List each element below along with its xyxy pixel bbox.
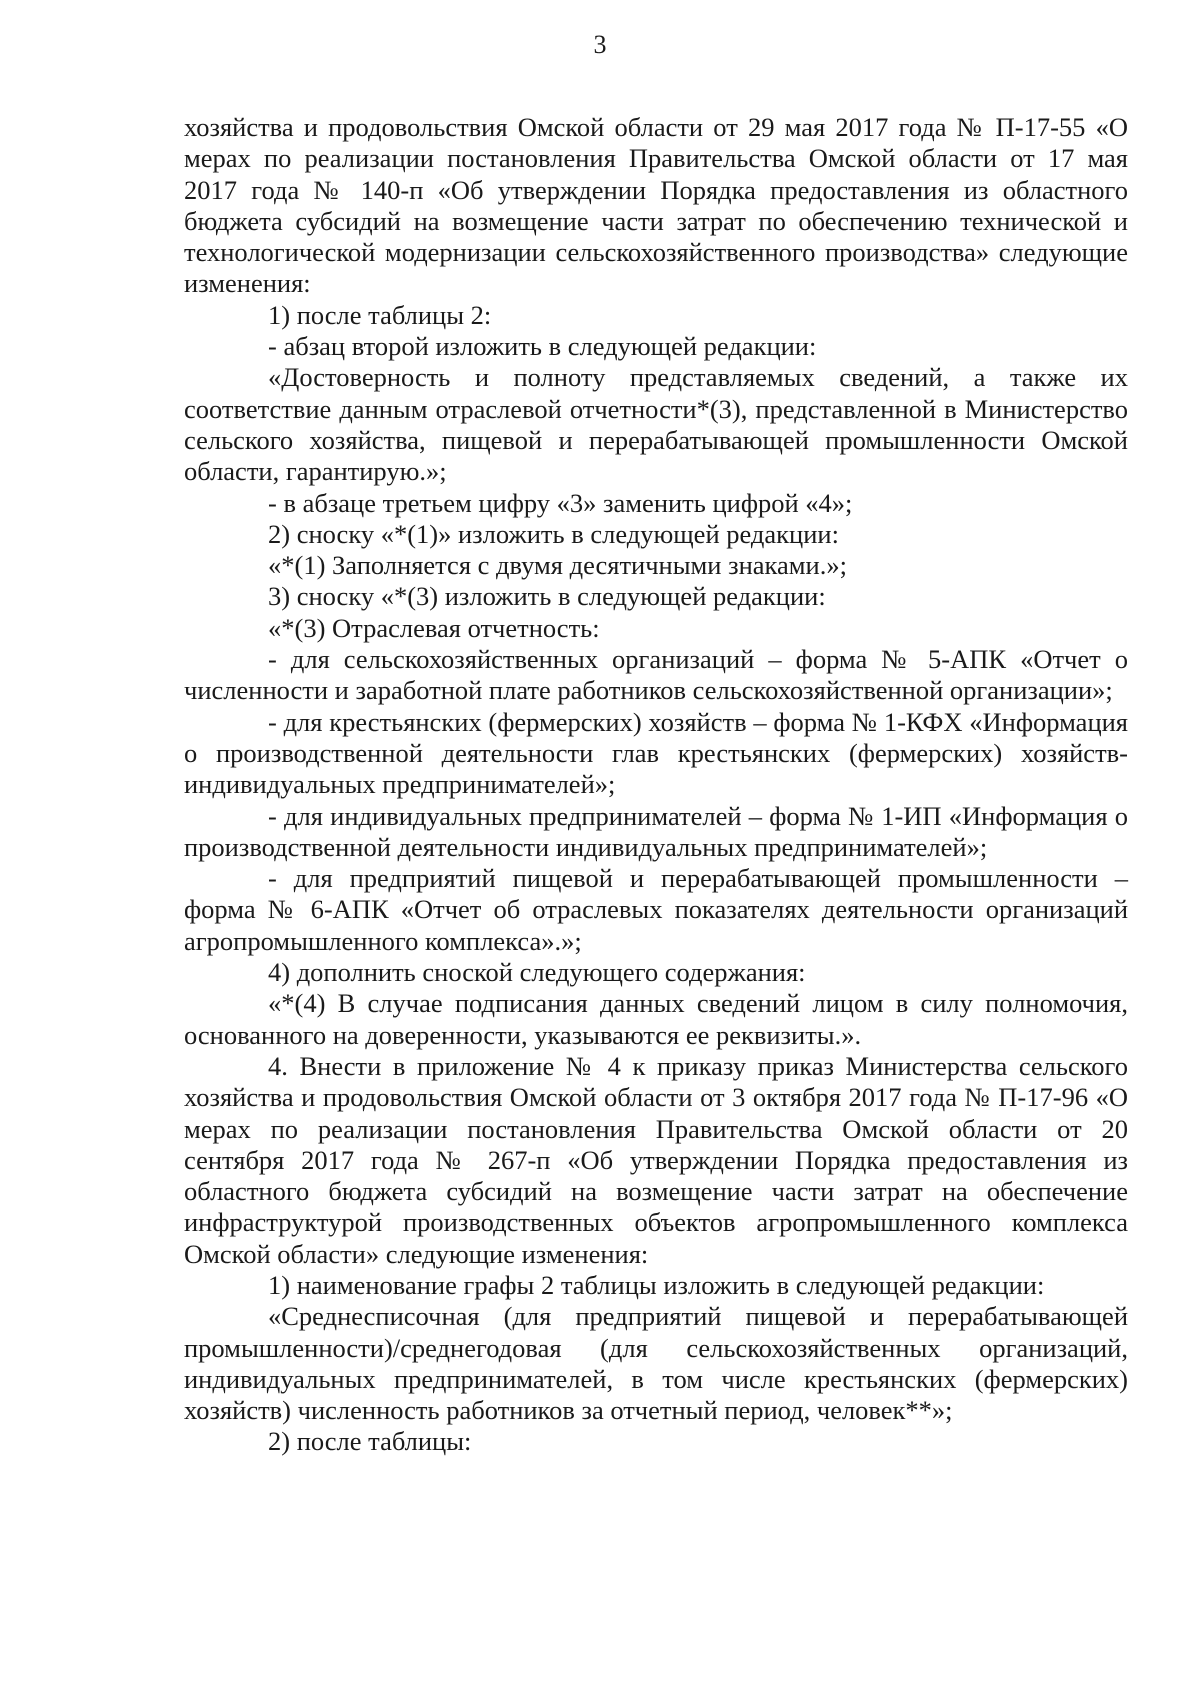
paragraph: - для сельскохозяйственных организаций – форма № 5-АПК «Отчет о численности и заработной плате работников сельскохозяйственной организации»; bbox=[184, 644, 1128, 706]
paragraph: «*(1) Заполняется с двумя десятичными знаками.»; bbox=[268, 550, 847, 581]
paragraph: 2) сноску «*(1)» изложить в следующей редакции: bbox=[268, 518, 839, 549]
paragraph: 4. Внести в приложение № 4 к приказу приказ Министерства сельского хозяйства и продовольствия Омской области от 3 октября 2017 года № П-17-96 «О мерах по реализации постановления Правительства Омской области от 20 сентября 2017 года № 267-п «Об утверждении Порядка предоставления из областного бюджета субсидий на возмещение части затрат на обеспечение инфраструктурой производственных объектов агропромышленного комплекса Омской области» следующие изменения: bbox=[184, 1050, 1128, 1269]
document-body bbox=[184, 112, 1128, 1458]
paragraph: - для индивидуальных предпринимателей – форма № 1-ИП «Информация о производственной деятельности индивидуальных предпринимателей»; bbox=[184, 800, 1128, 862]
paragraph: «*(4) В случае подписания данных сведений лицом в силу полномочия, основанного на доверенности, указываются ее реквизиты.». bbox=[184, 988, 1128, 1050]
paragraph: - абзац второй изложить в следующей редакции: bbox=[268, 331, 817, 362]
paragraph: «Достоверность и полноту представляемых сведений, а также их соответствие данным отраслевой отчетности*(3), представленной в Министерство сельского хозяйства, пищевой и перерабатывающей промышленности Омской области, гарантирую.»; bbox=[184, 362, 1128, 487]
paragraph: хозяйства и продовольствия Омской области от 29 мая 2017 года № П-17-55 «О мерах по реализации постановления Правительства Омской области от 17 мая 2017 года № 140-п «Об утверждении Порядка предоставления из областного бюджета субсидий на возмещение части затрат по обеспечению технической и технологической модернизации сельскохозяйственного производства» следующие изменения: bbox=[184, 112, 1128, 299]
page-number: 3 bbox=[593, 30, 607, 59]
paragraph: «Среднесписочная (для предприятий пищевой и перерабатывающей промышленности)/среднегодовая (для сельскохозяйственных организаций, индивидуальных предпринимателей, в том числе крестьянских (фермерских) хозяйств) численность работников за отчетный период, человек**»; bbox=[184, 1301, 1128, 1426]
paragraph: 2) после таблицы: bbox=[268, 1426, 472, 1457]
paragraph: 3) сноску «*(3) изложить в следующей редакции: bbox=[268, 581, 826, 612]
paragraph: «*(3) Отраслевая отчетность: bbox=[268, 612, 600, 643]
paragraph: - в абзаце третьем цифру «3» заменить цифрой «4»; bbox=[268, 487, 853, 518]
paragraph: - для крестьянских (фермерских) хозяйств – форма № 1-КФХ «Информация о производственной деятельности глав крестьянских (фермерских) хозяйств-индивидуальных предпринимателей»; bbox=[184, 706, 1128, 800]
paragraph: 4) дополнить сноской следующего содержания: bbox=[268, 957, 806, 988]
paragraph: - для предприятий пищевой и перерабатывающей промышленности – форма № 6-АПК «Отчет об отраслевых показателях деятельности организаций агропромышленного комплекса».»; bbox=[184, 863, 1128, 956]
paragraph: 1) после таблицы 2: bbox=[268, 299, 492, 330]
paragraph: 1) наименование графы 2 таблицы изложить в следующей редакции: bbox=[268, 1269, 1045, 1300]
